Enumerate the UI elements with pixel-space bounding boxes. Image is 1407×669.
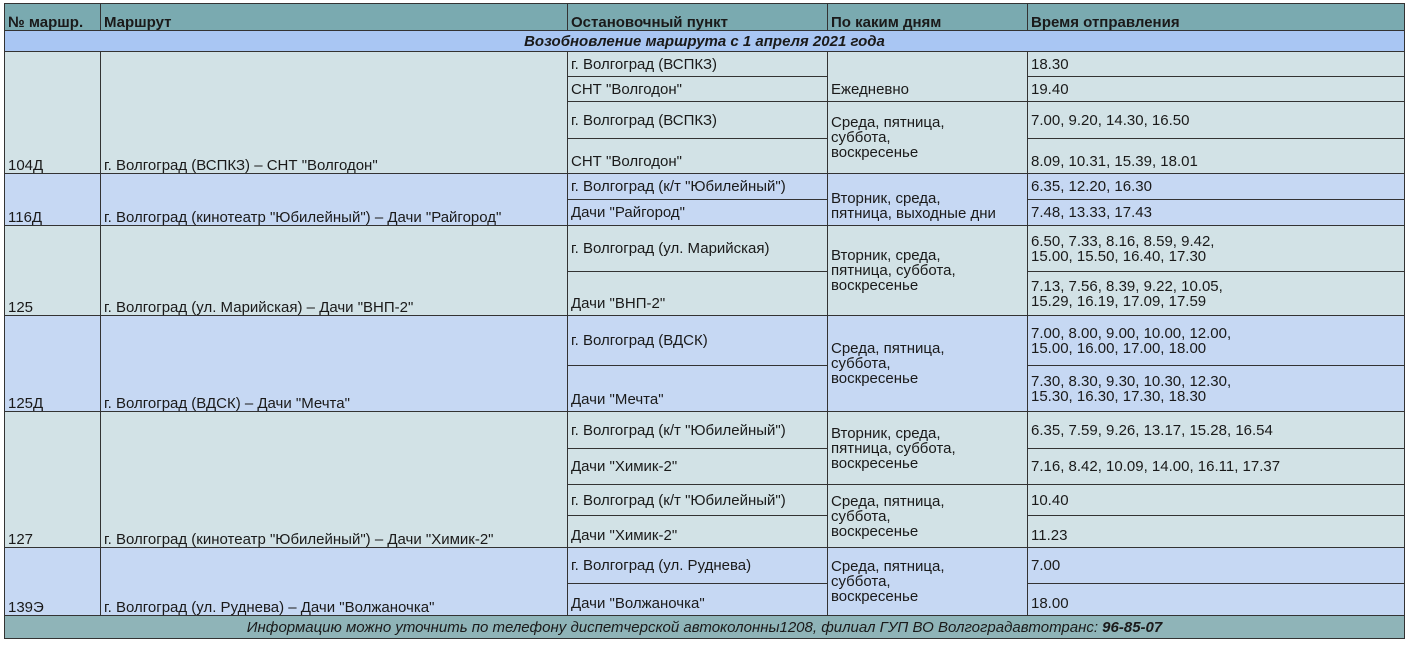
route-number: 125	[5, 226, 101, 316]
stop-name: г. Волгоград (ул. Руднева)	[568, 548, 828, 584]
days-cell: Ежедневно	[828, 52, 1028, 102]
table-row	[5, 174, 1405, 200]
departure-time: 7.00, 8.00, 9.00, 10.00, 12.00, 15.00, 16.00, 17.00, 18.00	[1028, 316, 1405, 366]
footer-row	[5, 616, 1405, 639]
departure-time: 7.48, 13.33, 17.43	[1028, 200, 1405, 226]
stop-name: Дачи "Химик-2"	[568, 516, 828, 548]
stop-name: СНТ "Волгодон"	[568, 139, 828, 174]
stop-name: г. Волгоград (ул. Марийская)	[568, 226, 828, 272]
table-row	[5, 316, 1405, 366]
departure-time: 18.00	[1028, 584, 1405, 616]
footer-info	[5, 616, 1405, 639]
banner-row	[5, 31, 1405, 52]
departure-time: 6.35, 12.20, 16.30	[1028, 174, 1405, 200]
header-row	[5, 4, 1405, 31]
stop-name: Дачи "ВНП-2"	[568, 272, 828, 316]
stop-name: Дачи "Мечта"	[568, 366, 828, 412]
departure-time: 7.00	[1028, 548, 1405, 584]
days-cell: Вторник, среда, пятница, выходные дни	[828, 174, 1028, 226]
route-number: 116Д	[5, 174, 101, 226]
route-name: г. Волгоград (ВСПКЗ) – СНТ "Волгодон"	[101, 52, 568, 174]
stop-name: Дачи "Химик-2"	[568, 449, 828, 485]
table-row	[5, 226, 1405, 272]
banner-text: Возобновление маршрута с 1 апреля 2021 года	[5, 31, 1405, 52]
stop-name: СНТ "Волгодон"	[568, 77, 828, 102]
table-row	[5, 52, 1405, 77]
table-row	[5, 548, 1405, 584]
departure-time: 8.09, 10.31, 15.39, 18.01	[1028, 139, 1405, 174]
route-group-104d	[5, 52, 1405, 174]
route-group-125d	[5, 316, 1405, 412]
stop-name: г. Волгоград (ВДСК)	[568, 316, 828, 366]
header-departure-time: Время отправления	[1028, 4, 1405, 31]
table-row	[5, 412, 1405, 449]
route-group-116d	[5, 174, 1405, 226]
departure-time: 7.30, 8.30, 9.30, 10.30, 12.30, 15.30, 16.30, 17.30, 18.30	[1028, 366, 1405, 412]
footer-phone: 96-85-07	[1102, 618, 1163, 636]
route-number: 127	[5, 412, 101, 548]
departure-time: 7.16, 8.42, 10.09, 14.00, 16.11, 17.37	[1028, 449, 1405, 485]
stop-name: г. Волгоград (к/т "Юбилейный")	[568, 174, 828, 200]
days-cell: Вторник, среда, пятница, суббота, воскресенье	[828, 226, 1028, 316]
route-number: 139Э	[5, 548, 101, 616]
header-route-number: № маршр.	[5, 4, 101, 31]
days-cell: Среда, пятница, суббота, воскресенье	[828, 102, 1028, 174]
route-number: 104Д	[5, 52, 101, 174]
days-cell: Среда, пятница, суббота, воскресенье	[828, 316, 1028, 412]
departure-time: 11.23	[1028, 516, 1405, 548]
route-name: г. Волгоград (ул. Руднева) – Дачи "Волжаночка"	[101, 548, 568, 616]
route-name: г. Волгоград (ВДСК) – Дачи "Мечта"	[101, 316, 568, 412]
departure-time: 10.40	[1028, 485, 1405, 516]
departure-time: 7.00, 9.20, 14.30, 16.50	[1028, 102, 1405, 139]
route-name: г. Волгоград (ул. Марийская) – Дачи "ВНП-2"	[101, 226, 568, 316]
departure-time: 7.13, 7.56, 8.39, 9.22, 10.05, 15.29, 16.19, 17.09, 17.59	[1028, 272, 1405, 316]
route-number: 125Д	[5, 316, 101, 412]
header-route: Маршрут	[101, 4, 568, 31]
departure-time: 6.35, 7.59, 9.26, 13.17, 15.28, 16.54	[1028, 412, 1405, 449]
route-group-127	[5, 412, 1405, 548]
stop-name: Дачи "Райгород"	[568, 200, 828, 226]
stop-name: г. Волгоград (к/т "Юбилейный")	[568, 485, 828, 516]
departure-time: 18.30	[1028, 52, 1405, 77]
departure-time: 19.40	[1028, 77, 1405, 102]
route-name: г. Волгоград (кинотеатр "Юбилейный") – Дачи "Химик-2"	[101, 412, 568, 548]
days-cell: Среда, пятница, суббота, воскресенье	[828, 548, 1028, 616]
route-name: г. Волгоград (кинотеатр "Юбилейный") – Дачи "Райгород"	[101, 174, 568, 226]
footer-text: Информацию можно уточнить по телефону диспетчерской автоколонны1208, филиал ГУП ВО Волгоградавтотранс:	[246, 618, 1103, 636]
schedule-table	[4, 3, 1405, 639]
stop-name: г. Волгоград (к/т "Юбилейный")	[568, 412, 828, 449]
route-group-125	[5, 226, 1405, 316]
header-stop: Остановочный пункт	[568, 4, 828, 31]
days-cell: Вторник, среда, пятница, суббота, воскресенье	[828, 412, 1028, 485]
departure-time: 6.50, 7.33, 8.16, 8.59, 9.42, 15.00, 15.50, 16.40, 17.30	[1028, 226, 1405, 272]
stop-name: г. Волгоград (ВСПКЗ)	[568, 102, 828, 139]
stop-name: Дачи "Волжаночка"	[568, 584, 828, 616]
stop-name: г. Волгоград (ВСПКЗ)	[568, 52, 828, 77]
days-cell: Среда, пятница, суббота, воскресенье	[828, 485, 1028, 548]
header-days: По каким дням	[828, 4, 1028, 31]
route-group-139e	[5, 548, 1405, 616]
